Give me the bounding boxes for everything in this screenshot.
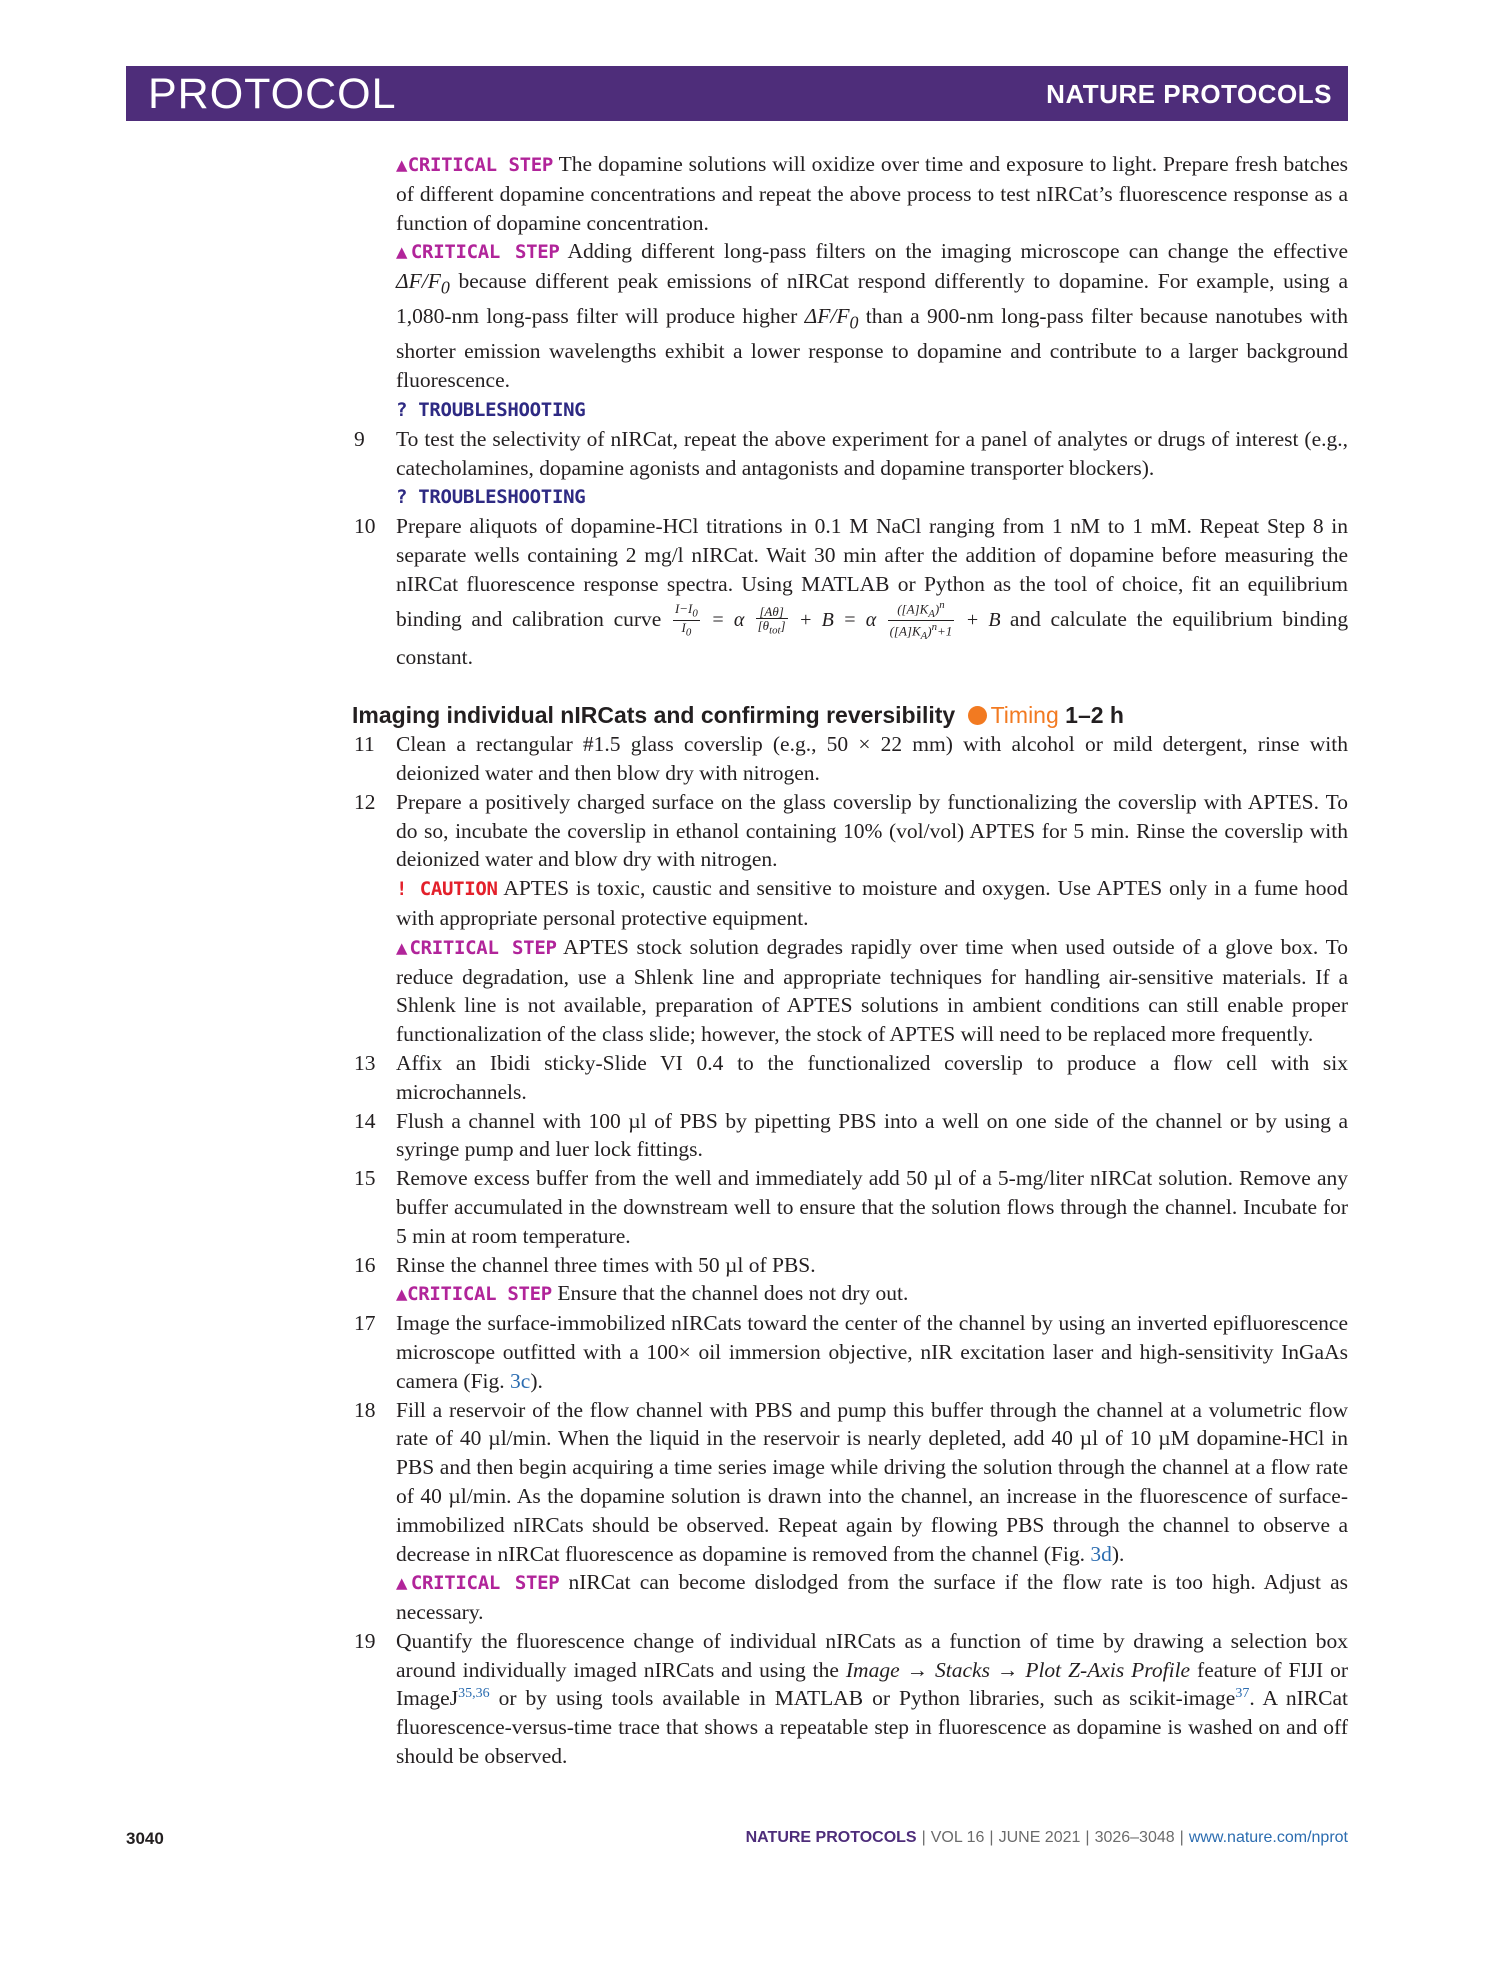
caution-note: ! CAUTION APTES is toxic, caustic and sensitive to moisture and oxygen. Use APTES only in a fume hood with appropriate personal protective equipment. <box>396 876 1348 930</box>
step-text: Remove excess buffer from the well and immediately add 50 µl of a 5-mg/liter nIRCat solution. Remove any buffer accumulated in the downstream well to ensure that the solution flows through the channel. Incubate for 5 min at room temperature. <box>396 1166 1348 1248</box>
critical-step-1: ▲CRITICAL STEP The dopamine solutions will oxidize over time and exposure to light. Prepare fresh batches of different dopamine concentrations and repeat the above process to test nIRCat’s fluorescence response as a function of dopamine concentration. <box>396 152 1348 235</box>
footer-date: JUNE 2021 <box>998 1829 1081 1846</box>
step-text: To test the selectivity of nIRCat, repeat the above experiment for a panel of analytes or drugs of interest (e.g., catecholamines, dopamine agonists and antagonists and dopamine transporter blockers). <box>396 426 1348 480</box>
timing-dot-icon <box>968 706 987 725</box>
header-bar <box>126 66 1348 121</box>
footer-pages: 3026–3048 <box>1094 1829 1175 1846</box>
critical-step-4: ▲CRITICAL STEP Ensure that the channel does not dry out. <box>396 1281 909 1306</box>
critical-step-3: ▲CRITICAL STEP APTES stock solution degrades rapidly over time when used outside of a glove box. To reduce degradation, use a Shlenk line and appropriate techniques for handling air-sensitive materials. If a Shlenk line is not available, preparation of APTES solutions in ambient conditions can still enable proper functionalization of the class slide; however, the stock of APTES will need to be replaced more frequently. <box>396 934 1348 1047</box>
footer-url-link[interactable]: www.nature.com/nprot <box>1188 1829 1348 1846</box>
critical-step-label: ▲CRITICAL STEP <box>396 936 557 959</box>
step-number: 10 <box>354 514 376 539</box>
step-number: 18 <box>354 1397 376 1422</box>
timing-label: Timing <box>990 702 1059 729</box>
step-13 <box>354 1049 1348 1107</box>
step-number: 13 <box>354 1050 376 1075</box>
footer-citation: NATURE PROTOCOLS | VOL 16 | JUNE 2021 | 3026–3048 | www.nature.com/nprot <box>745 1829 1348 1846</box>
journal-label: NATURE PROTOCOLS <box>1046 79 1332 109</box>
critical-step-label: ▲CRITICAL STEP <box>396 1283 552 1306</box>
reference-link[interactable]: 37 <box>1235 1686 1250 1702</box>
page-number: 3040 <box>126 1829 164 1848</box>
step-number: 14 <box>354 1108 376 1133</box>
figure-link-3c[interactable]: 3c <box>510 1368 531 1393</box>
step-17 <box>354 1309 1348 1395</box>
step-10 <box>354 512 1349 672</box>
step-text: Prepare aliquots of dopamine-HCl titrations in 0.1 M NaCl ranging from 1 nM to 1 mM. Repeat Step 8 in separate wells containing 2 mg/l nIRCat. Wait 30 min after the addition of dopamine before measuring the nIRCat fluorescence response spectra. Using MATLAB or Python as the tool of choice, fit an equilibrium binding and calibration curve $\frac{I-I_0}{I_0}$ = α $\frac{[A\theta]}{[\theta_{tot}]}$ + B = α $\frac{([A]K_A)^n}{([A]K_A)^n+1}$ + B and calculate the equilibrium binding constant. <box>396 514 1349 670</box>
caution-label: ! CAUTION <box>396 878 498 901</box>
footer-volume: VOL 16 <box>930 1829 985 1846</box>
timing-value: 1–2 h <box>1065 702 1124 729</box>
step-text: Prepare a positively charged surface on the glass coverslip by functionalizing the coverslip with APTES. To do so, incubate the coverslip in ethanol containing 10% (vol/vol) APTES for 5 min. Rinse the coverslip with deionized water and blow dry with nitrogen. <box>396 789 1348 872</box>
section-label: PROTOCOL <box>148 70 397 118</box>
step-14 <box>354 1107 1348 1165</box>
step-text: Affix an Ibidi sticky-Slide VI 0.4 to the functionalized coverslip to produce a flow cell with six microchannels. <box>396 1050 1348 1104</box>
step-text: Quantify the fluorescence change of individual nIRCats as a function of time by drawing a selection box around individually imaged nIRCats and using the Image → Stacks → Plot Z-Axis Profile feature of FIJI or ImageJ$^{35,36}$ or by using tools available in MATLAB or Python libraries, such as scikit-image$^{37}$. A nIRCat fluorescence-versus-time trace that shows a repeatable step in fluorescence as dopamine is washed on and off should be observed. <box>396 1628 1349 1769</box>
step-18 <box>354 1396 1349 1627</box>
step-12 <box>354 788 1348 1049</box>
step-text: Clean a rectangular #1.5 glass coverslip (e.g., 50 × 22 mm) with alcohol or mild detergent, rinse with deionized water and then blow dry with nitrogen. <box>396 732 1348 785</box>
step-number: 11 <box>354 732 375 757</box>
step-text: Rinse the channel three times with 50 µl of PBS. <box>396 1252 816 1277</box>
critical-step-label: ▲CRITICAL STEP <box>396 154 554 176</box>
step-15 <box>354 1164 1348 1250</box>
step-16 <box>354 1251 1348 1310</box>
step-number: 19 <box>354 1628 376 1653</box>
critical-step-2: ▲CRITICAL STEP Adding different long-pass filters on the imaging microscope can change the effective $\Delta F/F_0$ because different peak emissions of nIRCat respond differently to dopamine. For example, using a 1,080-nm long-pass filter will produce higher $\Delta F/F_0$ than a 900-nm long-pass filter because nanotubes with shorter emission wavelengths exhibit a lower response to dopamine and contribute to a larger background fluorescence. <box>396 239 1349 393</box>
step-number: 16 <box>354 1252 376 1277</box>
binding-curve-equation: $\frac{I-I_0}{I_0}$ = α $\frac{[A\theta]}{[\theta_{tot}]}$ + B = α $\frac{([A]K_A)^n}{([A]K_A)^n+1}$ + B <box>674 598 1001 643</box>
main-content <box>352 150 1349 1771</box>
step-number: 15 <box>354 1166 376 1191</box>
step-text: Fill a reservoir of the flow channel with PBS and pump this buffer through the channel at a volumetric flow rate of 40 µl/min. When the liquid in the reservoir is nearly depleted, add 40 µl of 10 µM dopamine-HCl in PBS and then begin acquiring a time series image while driving the solution through the channel at a flow rate of 40 µl/min. As the dopamine solution is drawn into the channel, an increase in the fluorescence of surface-immobilized nIRCats should be observed. Repeat again by flowing PBS through the channel to observe a decrease in nIRCat fluorescence as dopamine is removed from the channel (Fig. 3d). <box>396 1397 1348 1566</box>
step-11 <box>354 730 1348 788</box>
section-heading: Imaging individual nIRCats and confirming reversibility Timing 1–2 h <box>352 702 1124 729</box>
footer-journal-name: NATURE PROTOCOLS <box>745 1829 917 1846</box>
troubleshooting-link-2[interactable]: ? TROUBLESHOOTING <box>396 486 586 509</box>
reference-link[interactable]: 35,36 <box>458 1686 490 1702</box>
menu-path: Image → Stacks → Plot Z-Axis Profile <box>845 1657 1191 1682</box>
critical-step-label: ▲CRITICAL STEP <box>396 241 560 264</box>
step-text: Flush a channel with 100 µl of PBS by pipetting PBS into a well on one side of the channel or by using a syringe pump and luer lock fittings. <box>396 1108 1348 1162</box>
step-19 <box>354 1627 1349 1771</box>
step-number: 17 <box>354 1311 376 1336</box>
step-number: 9 <box>354 426 365 451</box>
critical-step-5: ▲CRITICAL STEP nIRCat can become dislodged from the surface if the flow rate is too high. Adjust as necessary. <box>396 1570 1349 1625</box>
step-text: Image the surface-immobilized nIRCats toward the center of the channel by using an inverted epifluorescence microscope outfitted with a 100× oil immersion objective, nIR excitation laser and high-sensitivity InGaAs camera (Fig. 3c). <box>396 1311 1348 1393</box>
step-number: 12 <box>354 789 376 814</box>
critical-step-label: ▲CRITICAL STEP <box>396 1572 560 1595</box>
figure-link-3d[interactable]: 3d <box>1090 1541 1112 1566</box>
step-9 <box>354 425 1348 483</box>
troubleshooting-link-1[interactable]: ? TROUBLESHOOTING <box>396 398 586 421</box>
